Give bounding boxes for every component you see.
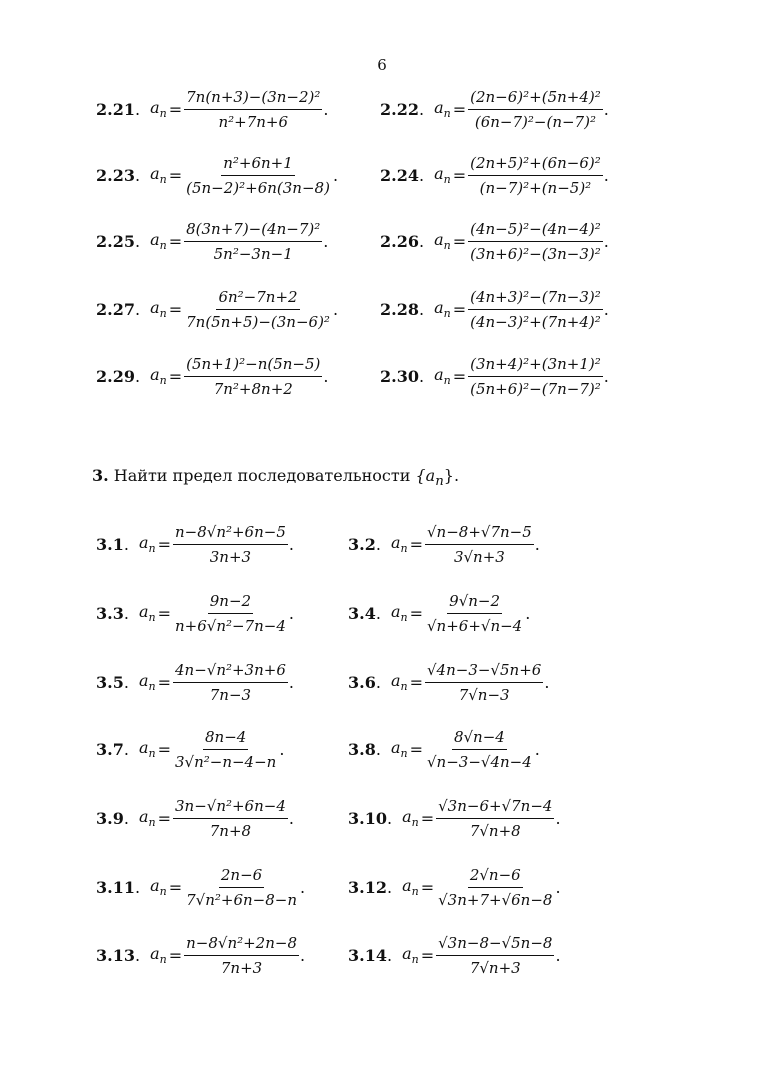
sequence-term xyxy=(139,671,156,693)
equals-sign: = xyxy=(168,100,183,119)
fraction xyxy=(436,934,554,977)
term-subscript: n xyxy=(443,107,451,121)
period: . xyxy=(534,740,540,759)
term-subscript: n xyxy=(400,542,408,556)
problem-number: 2.23. xyxy=(96,166,141,185)
denominator: 3√n+3 xyxy=(453,548,505,566)
problem-item xyxy=(96,220,328,263)
term-subscript: n xyxy=(159,953,167,967)
problem-number-dot: . xyxy=(134,946,141,965)
term-symbol: a xyxy=(138,533,149,553)
fraction xyxy=(173,797,288,840)
term-symbol: a xyxy=(138,807,149,827)
problem-number-dot: . xyxy=(123,604,129,623)
term-symbol: a xyxy=(402,807,412,827)
problem-number: 2.28. xyxy=(380,300,425,319)
problem-number-dot: . xyxy=(386,878,393,897)
period: . xyxy=(288,535,294,554)
problem-number: 2.25. xyxy=(96,232,141,251)
denominator: 7√n²+6n−8−n xyxy=(186,891,297,909)
fraction xyxy=(173,728,278,771)
term-symbol: a xyxy=(390,533,401,553)
denominator: √n−3−√4n−4 xyxy=(426,753,532,771)
equals-sign: = xyxy=(452,166,467,185)
problem-number: 3.4. xyxy=(348,604,381,623)
denominator: (5n+6)²−(7n−7)² xyxy=(470,380,601,398)
problem-number-dot: . xyxy=(134,166,141,185)
numerator: 3n−√n²+6n−4 xyxy=(173,797,288,819)
denominator: n²+7n+6 xyxy=(218,113,289,131)
term-symbol: a xyxy=(150,298,160,318)
problem-item xyxy=(96,661,294,704)
sequence-term xyxy=(434,98,451,120)
fraction xyxy=(184,88,322,131)
numerator: 9√n−2 xyxy=(447,592,502,614)
equals-sign: = xyxy=(157,604,171,623)
period: . xyxy=(555,946,561,965)
term-subscript: n xyxy=(148,747,156,761)
problem-item xyxy=(96,523,294,566)
period: . xyxy=(603,100,609,119)
numerator: (3n+4)²+(3n+1)² xyxy=(468,355,603,377)
sequence-term xyxy=(402,876,419,898)
problem-item xyxy=(96,154,338,197)
period: . xyxy=(288,809,294,828)
term-symbol: a xyxy=(402,876,412,896)
fraction xyxy=(436,866,554,909)
denominator: 3n+3 xyxy=(209,548,252,566)
problem-item xyxy=(348,592,530,635)
problem-number: 3.6. xyxy=(348,673,381,692)
denominator: 7n+8 xyxy=(209,822,252,840)
term-symbol: a xyxy=(138,602,149,622)
term-symbol: a xyxy=(402,944,412,964)
fraction xyxy=(468,88,603,131)
equals-sign: = xyxy=(409,604,423,623)
term-subscript: n xyxy=(443,374,451,388)
period: . xyxy=(323,232,329,251)
equals-sign: = xyxy=(168,232,183,251)
problem-item xyxy=(96,866,305,909)
period: . xyxy=(603,367,609,386)
sequence-term xyxy=(150,298,167,320)
problem-number: 3.10. xyxy=(348,809,393,828)
fraction xyxy=(173,661,288,704)
term-symbol: a xyxy=(434,98,444,118)
term-subscript: n xyxy=(148,680,156,694)
problem-number-dot: . xyxy=(418,300,425,319)
equals-sign: = xyxy=(452,367,467,386)
problem-item xyxy=(348,934,561,977)
equals-sign: = xyxy=(168,946,183,965)
numerator: (4n−5)²−(4n−4)² xyxy=(468,220,603,242)
problem-number-dot: . xyxy=(134,232,141,251)
term-symbol: a xyxy=(150,944,160,964)
problem-number-dot: . xyxy=(134,878,141,897)
sequence-term xyxy=(139,807,156,829)
term-subscript: n xyxy=(411,816,419,830)
task-text: Найти предел последовательности xyxy=(113,466,411,485)
sequence-term xyxy=(434,298,451,320)
period: . xyxy=(300,878,306,897)
denominator: 7n+3 xyxy=(220,959,263,977)
fraction xyxy=(468,154,603,197)
term-subscript: n xyxy=(159,107,167,121)
period: . xyxy=(288,673,294,692)
problem-number: 2.22. xyxy=(380,100,425,119)
equals-sign: = xyxy=(420,946,435,965)
problem-item xyxy=(96,592,294,635)
numerator: (5n+1)²−n(5n−5) xyxy=(184,355,322,377)
equals-sign: = xyxy=(157,535,171,554)
problem-number: 3.7. xyxy=(96,740,129,759)
equals-sign: = xyxy=(452,232,467,251)
term-symbol: a xyxy=(150,876,160,896)
sequence-term xyxy=(150,365,167,387)
period: . xyxy=(603,166,609,185)
term-symbol: a xyxy=(138,671,149,691)
fraction xyxy=(184,220,322,263)
term-symbol: a xyxy=(434,164,444,184)
denominator: 7√n−3 xyxy=(458,686,510,704)
sequence-term xyxy=(434,365,451,387)
sequence-term xyxy=(150,944,167,966)
sequence-term xyxy=(139,533,156,555)
numerator: 8n−4 xyxy=(203,728,248,750)
period: . xyxy=(603,300,609,319)
denominator: √3n+7+√6n−8 xyxy=(438,891,553,909)
problem-item xyxy=(348,523,540,566)
term-subscript: n xyxy=(443,239,451,253)
period: . xyxy=(544,673,550,692)
term-symbol: a xyxy=(150,164,160,184)
term-subscript: n xyxy=(400,611,408,625)
problem-number: 3.14. xyxy=(348,946,393,965)
denominator: √n+6+√n−4 xyxy=(426,617,523,635)
numerator: √3n−8−√5n−8 xyxy=(436,934,554,956)
sequence-term xyxy=(150,98,167,120)
problem-number: 3.3. xyxy=(96,604,129,623)
numerator: 2n−6 xyxy=(219,866,264,888)
problem-number: 2.21. xyxy=(96,100,141,119)
problem-number: 3.9. xyxy=(96,809,129,828)
period: . xyxy=(555,878,561,897)
fraction xyxy=(468,355,603,398)
problem-number-dot: . xyxy=(123,535,129,554)
period: . xyxy=(332,166,339,185)
denominator: (5n−2)²+6n(3n−8) xyxy=(186,179,330,197)
period: . xyxy=(279,740,285,759)
equals-sign: = xyxy=(157,740,171,759)
fraction xyxy=(425,661,543,704)
problem-number: 3.8. xyxy=(348,740,381,759)
equals-sign: = xyxy=(168,367,183,386)
term-symbol: a xyxy=(434,230,444,250)
problem-item xyxy=(96,288,338,331)
problem-number: 2.27. xyxy=(96,300,141,319)
task-number: 3. xyxy=(92,466,109,485)
denominator: 7n(5n+5)−(3n−6)² xyxy=(186,313,330,331)
term-subscript: n xyxy=(148,816,156,830)
term-symbol: a xyxy=(434,365,444,385)
fraction xyxy=(184,355,322,398)
period: . xyxy=(603,232,609,251)
numerator: n²+6n+1 xyxy=(221,154,295,176)
term-symbol: a xyxy=(150,365,160,385)
numerator: √3n−6+√7n−4 xyxy=(436,797,554,819)
sequence-term xyxy=(391,671,408,693)
fraction xyxy=(425,728,534,771)
fraction xyxy=(184,866,299,909)
problem-number-dot: . xyxy=(418,100,425,119)
task-3-heading xyxy=(92,466,459,489)
term-symbol: a xyxy=(138,738,149,758)
fraction xyxy=(184,934,299,977)
denominator: (4n−3)²+(7n+4)² xyxy=(470,313,601,331)
denominator: 7√n+3 xyxy=(469,959,521,977)
fraction xyxy=(425,523,534,566)
denominator: 7n²+8n+2 xyxy=(213,380,293,398)
equals-sign: = xyxy=(168,878,183,897)
problem-item xyxy=(380,288,609,331)
problem-item xyxy=(380,154,609,197)
problem-number: 2.26. xyxy=(380,232,425,251)
sequence-term xyxy=(150,230,167,252)
term-subscript: n xyxy=(411,885,419,899)
term-subscript: n xyxy=(148,542,156,556)
period: . xyxy=(323,100,329,119)
problem-number-dot: . xyxy=(123,673,129,692)
problem-number-dot: . xyxy=(123,740,129,759)
fraction xyxy=(184,288,332,331)
term-subscript: n xyxy=(159,374,167,388)
problem-item xyxy=(96,728,284,771)
term-symbol: a xyxy=(150,98,160,118)
period: . xyxy=(288,604,294,623)
problem-number-dot: . xyxy=(375,740,381,759)
sequence-term xyxy=(391,533,408,555)
problem-number: 3.12. xyxy=(348,878,393,897)
equals-sign: = xyxy=(157,809,171,828)
numerator: (2n−6)²+(5n+4)² xyxy=(468,88,603,110)
period: . xyxy=(534,535,540,554)
denominator: n+6√n²−7n−4 xyxy=(174,617,286,635)
fraction xyxy=(425,592,524,635)
problem-number: 2.30. xyxy=(380,367,425,386)
problem-number-dot: . xyxy=(418,232,425,251)
period: . xyxy=(555,809,561,828)
problem-number-dot: . xyxy=(134,100,141,119)
problem-number-dot: . xyxy=(418,367,425,386)
term-subscript: n xyxy=(159,173,167,187)
denominator: 5n²−3n−1 xyxy=(213,245,293,263)
sequence-term xyxy=(402,944,419,966)
problem-item xyxy=(96,934,305,977)
page-number: 6 xyxy=(377,56,387,74)
numerator: √4n−3−√5n+6 xyxy=(425,661,543,683)
period: . xyxy=(300,946,306,965)
equals-sign: = xyxy=(452,100,467,119)
term-subscript: n xyxy=(159,885,167,899)
numerator: (4n+3)²−(7n−3)² xyxy=(468,288,603,310)
fraction xyxy=(436,797,554,840)
problem-number-dot: . xyxy=(375,673,381,692)
fraction xyxy=(468,288,603,331)
problem-number: 3.2. xyxy=(348,535,381,554)
problem-number: 3.11. xyxy=(96,878,141,897)
term-symbol: a xyxy=(390,602,401,622)
term-subscript: n xyxy=(159,239,167,253)
sequence-term xyxy=(434,164,451,186)
denominator: 3√n²−n−4−n xyxy=(174,753,277,771)
problem-number-dot: . xyxy=(418,166,425,185)
problem-item xyxy=(348,728,540,771)
term-subscript: n xyxy=(148,611,156,625)
numerator: n−8√n²+6n−5 xyxy=(173,523,288,545)
problem-number-dot: . xyxy=(134,300,141,319)
problem-number: 3.1. xyxy=(96,535,129,554)
numerator: 9n−2 xyxy=(208,592,253,614)
denominator: (n−7)²+(n−5)² xyxy=(479,179,592,197)
numerator: 2√n−6 xyxy=(468,866,523,888)
problem-number: 2.24. xyxy=(380,166,425,185)
denominator: (3n+6)²−(3n−3)² xyxy=(470,245,601,263)
problem-number-dot: . xyxy=(386,809,393,828)
problem-item xyxy=(380,88,609,131)
term-subscript: n xyxy=(411,953,419,967)
equals-sign: = xyxy=(157,673,171,692)
equals-sign: = xyxy=(420,878,435,897)
term-symbol: a xyxy=(390,738,401,758)
period: . xyxy=(332,300,339,319)
sequence-term xyxy=(150,164,167,186)
term-subscript: n xyxy=(400,680,408,694)
problem-item xyxy=(96,355,329,398)
numerator: 7n(n+3)−(3n−2)² xyxy=(184,88,322,110)
problem-item xyxy=(380,355,609,398)
equals-sign: = xyxy=(168,300,183,319)
fraction xyxy=(173,592,288,635)
problem-number: 3.13. xyxy=(96,946,141,965)
equals-sign: = xyxy=(409,673,423,692)
equals-sign: = xyxy=(420,809,435,828)
problem-item xyxy=(348,797,561,840)
numerator: 8√n−4 xyxy=(452,728,507,750)
denominator: 7√n+8 xyxy=(469,822,521,840)
equals-sign: = xyxy=(409,535,423,554)
sequence-term xyxy=(402,807,419,829)
problem-number-dot: . xyxy=(123,809,129,828)
problem-item xyxy=(96,88,329,131)
sequence-term xyxy=(139,738,156,760)
term-symbol: a xyxy=(434,298,444,318)
fraction xyxy=(468,220,603,263)
period: . xyxy=(323,367,329,386)
numerator: 6n²−7n+2 xyxy=(216,288,299,310)
problem-number: 2.29. xyxy=(96,367,141,386)
numerator: √n−8+√7n−5 xyxy=(425,523,534,545)
problem-number-dot: . xyxy=(134,367,141,386)
fraction xyxy=(184,154,332,197)
term-symbol: a xyxy=(390,671,401,691)
task-set: $\{a_n\}$. xyxy=(415,466,460,490)
period: . xyxy=(525,604,531,623)
numerator: n−8√n²+2n−8 xyxy=(184,934,299,956)
denominator: 7n−3 xyxy=(209,686,252,704)
numerator: (2n+5)²+(6n−6)² xyxy=(468,154,603,176)
numerator: 4n−√n²+3n+6 xyxy=(173,661,288,683)
sequence-term xyxy=(391,602,408,624)
equals-sign: = xyxy=(452,300,467,319)
term-subscript: n xyxy=(400,747,408,761)
term-symbol: a xyxy=(150,230,160,250)
problem-item xyxy=(348,661,549,704)
denominator: (6n−7)²−(n−7)² xyxy=(474,113,596,131)
equals-sign: = xyxy=(409,740,423,759)
problem-number-dot: . xyxy=(375,535,381,554)
problem-number-dot: . xyxy=(386,946,393,965)
sequence-term xyxy=(150,876,167,898)
problem-item xyxy=(348,866,561,909)
problem-number: 3.5. xyxy=(96,673,129,692)
problem-number-dot: . xyxy=(375,604,381,623)
numerator: 8(3n+7)−(4n−7)² xyxy=(184,220,322,242)
sequence-term xyxy=(391,738,408,760)
term-subscript: n xyxy=(443,173,451,187)
sequence-term xyxy=(139,602,156,624)
term-subscript: n xyxy=(443,307,451,321)
term-subscript: n xyxy=(159,307,167,321)
problem-item xyxy=(380,220,609,263)
problem-item xyxy=(96,797,294,840)
equals-sign: = xyxy=(168,166,183,185)
fraction xyxy=(173,523,288,566)
sequence-term xyxy=(434,230,451,252)
